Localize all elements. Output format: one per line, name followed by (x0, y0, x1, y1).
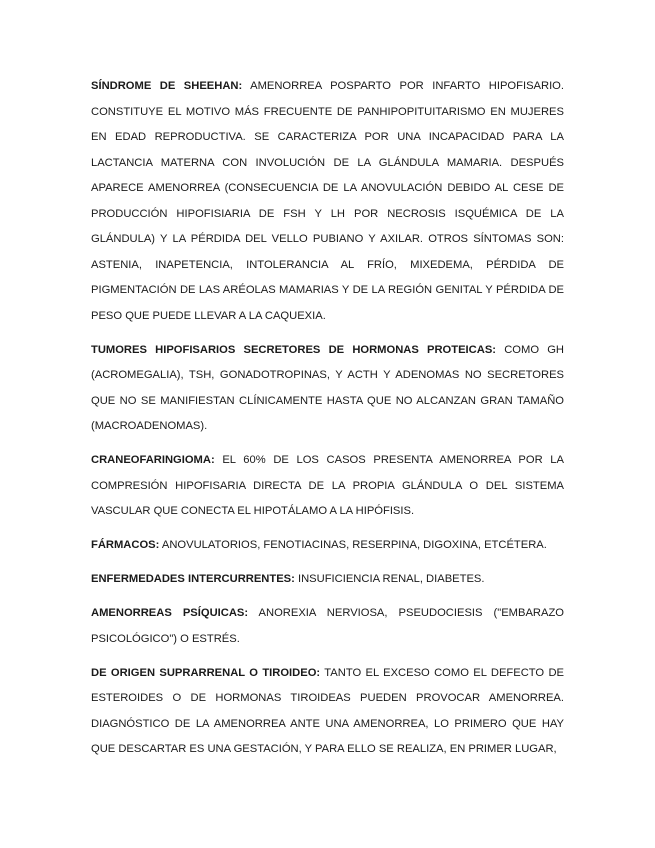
paragraph-body: AMENORREA POSPARTO POR INFARTO HIPOFISARIO. CONSTITUYE EL MOTIVO MÁS FRECUENTE DE PANHIPOPITUITARISMO EN MUJERES EN EDAD REPRODUCTIVA. SE CARACTERIZA POR UNA INCAPACIDAD PARA LA LACTANCIA MATERNA CON INVOLUCIÓN DE LA GLÁNDULA MAMARIA. DESPUÉS APARECE AMENORREA (CONSECUENCIA DE LA ANOVULACIÓN DEBIDO AL CESE DE PRODUCCIÓN HIPOFISIARIA DE FSH Y LH POR NECROSIS ISQUÉMICA DE LA GLÁNDULA) Y LA PÉRDIDA DEL VELLO PUBIANO Y AXILAR. OTROS SÍNTOMAS SON: ASTENIA, INAPETENCIA, INTOLERANCIA AL FRÍO, MIXEDEMA, PÉRDIDA DE PIGMENTACIÓN DE LAS ARÉOLAS MAMARIAS Y DE LA REGIÓN GENITAL Y PÉRDIDA DE PESO QUE PUEDE LLEVAR A LA CAQUEXIA. (91, 80, 564, 322)
paragraph-enfermedades (91, 567, 564, 593)
paragraph-heading: DE ORIGEN SUPRARRENAL O TIROIDEO: (91, 666, 321, 679)
paragraph-farmacos (91, 533, 564, 559)
paragraph-body: EL 60% DE LOS CASOS PRESENTA AMENORREA POR LA COMPRESIÓN HIPOFISARIA DIRECTA DE LA PROPIA GLÁNDULA O DEL SISTEMA VASCULAR QUE CONECTA EL HIPOTÁLAMO A LA HIPÓFISIS. (91, 454, 564, 517)
paragraph-heading: CRANEOFARINGIOMA: (91, 454, 215, 466)
paragraph-heading: TUMORES HIPOFISARIOS SECRETORES DE HORMONAS PROTEICAS: (91, 343, 497, 356)
paragraph-sheehan (91, 74, 564, 329)
paragraph-body: ANOVULATORIOS, FENOTIACINAS, RESERPINA, DIGOXINA, ETCÉTERA. (161, 539, 547, 551)
paragraph-heading: AMENORREAS PSÍQUICAS: (91, 607, 249, 619)
paragraph-heading: ENFERMEDADES INTERCURRENTES: (91, 573, 295, 585)
paragraph-body: TANTO EL EXCESO COMO EL DEFECTO DE ESTEROIDES O DE HORMONAS TIROIDEAS PUEDEN PROVOCAR AMENORREA. DIAGNÓSTICO DE LA AMENORREA ANTE UNA AMENORREA, LO PRIMERO QUE HAY QUE DESCARTAR ES UNA GESTACIÓN, Y PARA ELLO SE REALIZA, EN PRIMER LUGAR, (91, 666, 565, 755)
document-page (91, 74, 564, 771)
paragraph-psiquicas (91, 601, 564, 652)
paragraph-heading: SÍNDROME DE SHEEHAN: (91, 80, 243, 92)
paragraph-body: ANOREXIA NERVIOSA, PSEUDOCIESIS ("EMBARAZO PSICOLÓGICO") O ESTRÉS. (91, 607, 564, 645)
paragraph-body: COMO GH (ACROMEGALIA), TSH, GONADOTROPINAS, Y ACTH Y ADENOMAS NO SECRETORES QUE NO SE MANIFIESTAN CLÍNICAMENTE HASTA QUE NO ALCANZAN GRAN TAMAÑO (MACROADENOMAS). (91, 343, 564, 432)
paragraph-suprarrenal (91, 661, 564, 763)
paragraph-body: INSUFICIENCIA RENAL, DIABETES. (297, 573, 485, 585)
paragraph-tumores (91, 338, 564, 440)
paragraph-craneofaringioma (91, 448, 564, 525)
paragraph-heading: FÁRMACOS: (91, 539, 160, 551)
